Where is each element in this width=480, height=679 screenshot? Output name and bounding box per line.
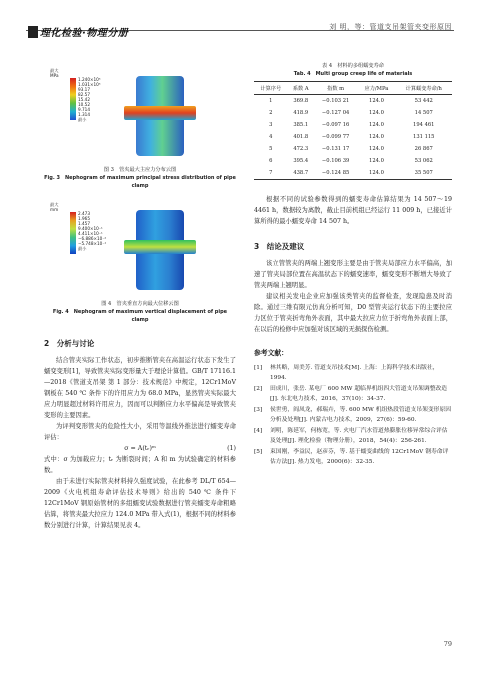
legend-value: 15.42 [78,97,90,102]
table-cell: 1 [269,98,273,104]
table-cell: 124.0 [369,134,384,140]
clamp-model [124,240,196,254]
logo-block-icon [28,26,38,38]
table-4-caption [254,62,452,78]
table-cell: 124.0 [369,146,384,152]
table-cell: −0.097 16 [321,122,350,128]
table-row [254,155,452,167]
figure-4-caption [44,300,236,324]
table-cell: 6 [269,158,273,164]
table-4 [254,81,452,180]
colorbar [70,212,76,254]
legend-value: 9.714 [78,107,90,112]
equation [44,443,236,454]
column-header: 应力/MPa [357,82,395,95]
clamp-model [124,106,196,120]
legend-value: 2.473 [78,211,90,216]
table-cell: 131 115 [413,134,435,140]
column-header: 计算蠕变寿命/h [396,82,453,95]
reference-text: 田成川，张岳. 某电厂 600 MW 超临界机组四大管道支吊架调整改造[J]. 东北电力技术，2016，37(10)：34-37. [270,386,448,402]
section-2-heading: 2 分析与讨论 [44,339,95,348]
reference-text: 束国刚，李益民，赵彦芬，等. 基于蠕变曲线的 12Cr1MoV 钢寿命评估方法[J]. 热力发电，2000(6)：32-35. [270,449,449,465]
table-cell: 418.9 [293,110,309,116]
journal-name: 理化检验·物理分册 [40,28,129,39]
paragraph: 结合管夹实际工作状态，初步推断管夹在高温运行状态下发生了蠕变变形[1]，导致管夹实际变形量大于理论计算值。GB/T 17116.1—2018《管道支吊架 第 1 部分：技术规范》中规定，12Cr1MoV 钢板在 540 ℃ 条件下的许用应力为 68.0 MPa，显然管夹实际最大应力明显超过材料许用应力，因而可以判断应力水平偏高是导致管夹变形的主要因素。 [44,357,236,419]
table-cell: 26 867 [414,146,433,152]
equation-number: (1) [227,445,236,452]
table-row [254,131,452,143]
legend-value: 1.031×10⁵ [78,82,101,87]
page-number: 79 [443,640,452,648]
column-header: 系数 A [288,82,314,95]
caption-cn: 图 3 管夹最大主应力分布云图 [103,167,177,173]
reference-item [254,405,452,425]
legend-min-label: 最小 [78,117,87,122]
colorbar [70,78,76,120]
paragraph: 建议相关发电企业应加强该类管夹的监督检查，发现隐患及时消除。通过三维有限元仿真分析可知，D0 型管夹运行状态下的主要拉应力区位于管夹折弯角外表面，其中最大拉应力位于折弯角外表面上部，在以后的检修中应加强对该区域的无损探伤检测。 [254,293,452,333]
table-header-row [254,82,452,95]
table-row [254,143,452,155]
legend-value: −5.748×10⁻¹ [78,241,107,246]
legend-value: 1.965 [78,216,90,221]
legend-value: 9.400×10⁻¹ [78,226,103,231]
reference-index: [2] [254,386,263,392]
reference-item [254,426,452,446]
legend-value: 1.314 [78,112,90,117]
table-cell: −0.103 21 [321,98,350,104]
legend-value: −6.886×10⁻² [78,236,107,241]
legend-value: 1.240×10⁵ [78,77,101,82]
table-cell: 395.4 [293,158,309,164]
table-cell: 401.8 [293,134,309,140]
reference-index: [4] [254,428,263,434]
column-header: 计算序号 [254,82,288,95]
caption-en: Fig. 4 Nephogram of maximum vertical displacement of pipe clamp [52,309,228,323]
table-row [254,167,452,180]
table-body [254,95,452,180]
figure-4 [44,196,236,324]
page-header [0,22,480,46]
table-cell: 53 442 [414,98,433,104]
reference-item [254,384,452,404]
legend-unit: MPa [50,73,59,78]
figure-3 [44,62,236,190]
table-cell: 369.8 [293,98,309,104]
right-column [254,62,452,468]
legend-max-label: 最大 [50,202,59,207]
caption-cn: 表 4 材料的多组蠕变寿命 [321,63,384,69]
table-row [254,107,452,119]
table-cell: 194 461 [413,122,435,128]
table-row [254,119,452,131]
figure-3-caption [44,166,236,190]
figure-4-legend [50,202,107,251]
table-cell: 124.0 [369,122,384,128]
table-cell: 7 [254,167,288,180]
equation-body: σ = A(tᵣ)ᵐ [124,445,156,452]
legend-min-label: 最小 [78,246,87,251]
references-title: 参考文献： [254,349,288,357]
running-title: 刘 明，等：管道支吊架管夹变形原因 [329,23,452,31]
table-cell: −0.124 85 [314,167,358,180]
legend-value: 93.17 [78,87,90,92]
paragraph: 为评判变形管夹的危险性大小，采用等温线外推法进行蠕变寿命评估： [44,423,236,441]
reference-item [254,447,452,467]
table-cell: 4 [269,134,273,140]
left-column [44,62,236,531]
table-cell: −0.131 17 [321,146,350,152]
section-3-heading: 3 结论及建议 [254,242,305,251]
reference-text: 刘明，陈延军，何栋宽，等. 火电厂汽水管道热膨胀位移异常综合评估及处理[J]. 理化检验（物理分册），2018，54(4)：256-261. [270,428,448,444]
paragraph: 该立管管夹的两端上翘变形主要是由于管夹局部应力水平偏高，加速了管夹局部位置在高温状态下的蠕变速率，蠕变变形不断增大导致了管夹两端上翘明显。 [254,260,452,289]
table-cell: 124.0 [369,158,384,164]
legend-value: 4.411×10⁻¹ [78,231,103,236]
table-cell: 35 507 [396,167,453,180]
legend-values [78,77,101,122]
table-cell: 3 [269,122,273,128]
legend-values [78,211,106,251]
table-cell: 438.7 [288,167,314,180]
paragraph: 式中：σ 为加载应力；tᵣ 为断裂时间；A 和 m 为试验确定的材料参数。 [44,456,236,474]
journal-logo [28,24,128,39]
legend-unit: mm [50,207,59,212]
legend-max-label: 最大 [50,68,59,73]
figure-3-image [44,62,236,162]
reference-text: 侯世勇，阎凤龙，郝瑞卉，等. 600 MW 机组热段管道支吊架变形原因分析及处理[J]. 内蒙古电力技术，2009，27(6)：59-60. [270,407,452,423]
table-cell: 14 507 [414,110,433,116]
caption-cn: 图 4 管夹垂直方向最大位移云图 [101,301,179,307]
table-cell: 124.0 [369,98,384,104]
table-cell: −0.099 77 [321,134,350,140]
table-cell: 385.1 [293,122,309,128]
table-cell: 124.0 [369,110,384,116]
table-cell: 472.3 [293,146,309,152]
table-cell: 124.0 [357,167,395,180]
reference-item [254,363,452,383]
caption-en: Tab. 4 Multi group creep life of materials [293,71,413,77]
table-cell: −0.127 04 [321,110,350,116]
table-cell: 53 062 [414,158,433,164]
table-row [254,95,452,108]
table-cell: 2 [269,110,273,116]
legend-value: 1.457 [78,221,90,226]
references-list [254,363,452,467]
reference-text: 林其略，周美芳. 管道支吊技术[M]. 上海：上海科学技术出版社，1994. [270,365,439,381]
column-header: 指数 m [314,82,358,95]
figure-3-legend [50,68,101,122]
paragraph: 根据不同的试验参数得到的蠕变寿命估算结果为 14 507～19 4461 h，数据较为离散，截止目前机组已经运行 11 009 h，已接近计算所得的最小蠕变寿命 14 507 h。 [254,196,452,225]
caption-en: Fig. 3 Nephogram of maximum principal stress distribution of pipe clamp [44,175,236,189]
paragraph: 由于未进行实际管夹材料持久强度试验，在此参考 DL/T 654—2009《火电机组寿命评估技术导则》给出的 540 ℃ 条件下 12Cr1MoV 钢原始管材的多组蠕变试验数据进行管夹蠕变寿命粗略估算，将管夹最大拉应力 124.0 MPa 带入式(1)，根据不同的材料参数分别进行计算，计算结果见表 4。 [44,478,236,529]
reference-index: [3] [254,407,263,413]
reference-index: [5] [254,449,263,455]
legend-value: 82.57 [78,92,90,97]
figure-4-image [44,196,236,296]
legend-value: 10.52 [78,102,90,107]
table-cell: 5 [269,146,273,152]
table-cell: −0.106 39 [321,158,350,164]
reference-index: [1] [254,365,263,371]
